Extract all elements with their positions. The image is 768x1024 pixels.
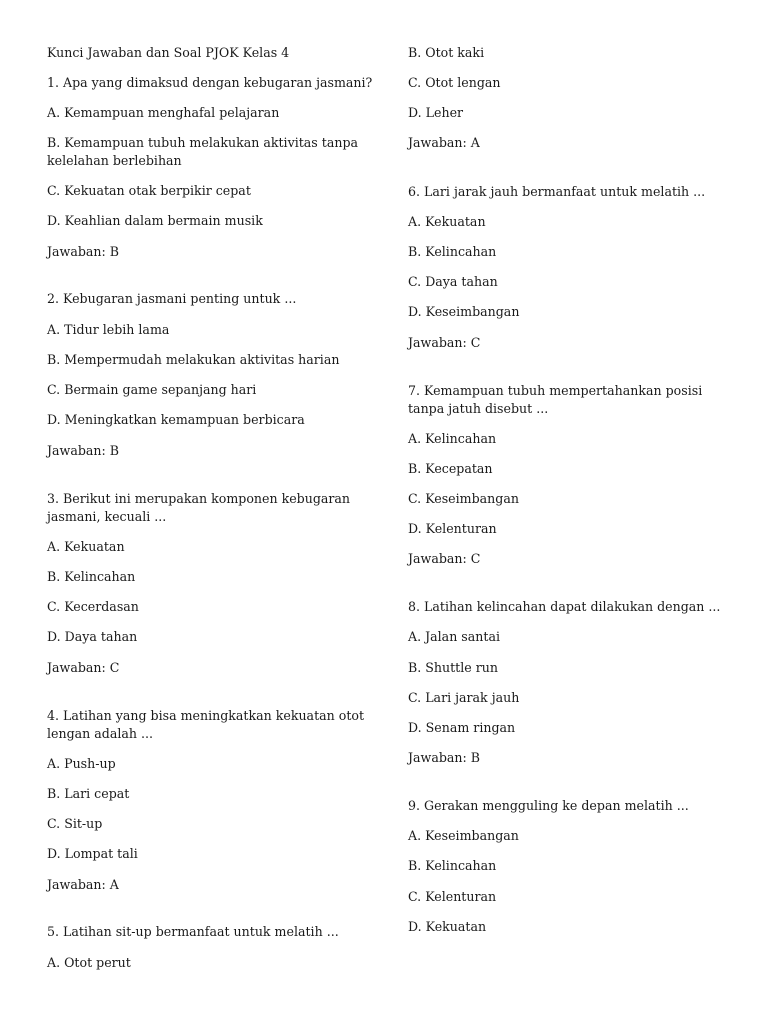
answer-option-b: B. Otot kaki [408, 45, 485, 60]
question-continuation: jasmani, kecuali ... [47, 509, 167, 524]
answer-option-d: D. Senam ringan [408, 720, 516, 735]
answer-option-c: C. Kekuatan otak berpikir cepat [47, 183, 251, 198]
question-2: 2. Kebugaran jasmani penting untuk ... [47, 291, 297, 306]
answer-option-d: D. Kelenturan [408, 521, 497, 536]
answer-option-c: C. Otot lengan [408, 75, 501, 90]
question-continuation: kelelahan berlebihan [47, 153, 182, 168]
answer-key: Jawaban: C [408, 551, 481, 566]
question-4: 4. Latihan yang bisa meningkatkan kekuatan otot [47, 708, 365, 723]
answer-option-b: B. Kemampuan tubuh melakukan aktivitas tanpa [47, 135, 359, 150]
answer-option-b: B. Kecepatan [408, 461, 493, 476]
answer-option-b: B. Kelincahan [408, 244, 497, 259]
answer-option-a: A. Keseimbangan [408, 828, 519, 843]
answer-option-d: D. Leher [408, 105, 464, 120]
answer-key: Jawaban: A [47, 877, 119, 892]
question-continuation: tanpa jatuh disebut ... [408, 401, 549, 416]
answer-option-d: D. Kekuatan [408, 919, 487, 934]
answer-option-d: D. Daya tahan [47, 629, 138, 644]
answer-key: Jawaban: B [47, 244, 120, 259]
answer-option-b: B. Shuttle run [408, 660, 498, 675]
answer-option-c: C. Lari jarak jauh [408, 690, 520, 705]
question-1: 1. Apa yang dimaksud dengan kebugaran jasmani? [47, 75, 373, 90]
answer-option-a: A. Jalan santai [408, 629, 500, 644]
answer-option-a: A. Otot perut [47, 955, 131, 970]
answer-option-b: B. Mempermudah melakukan aktivitas harian [47, 352, 340, 367]
document-title: Kunci Jawaban dan Soal PJOK Kelas 4 [47, 45, 290, 60]
answer-option-b: B. Kelincahan [47, 569, 136, 584]
question-8: 8. Latihan kelincahan dapat dilakukan dengan ... [408, 599, 721, 614]
answer-option-a: A. Kekuatan [408, 214, 486, 229]
answer-option-a: A. Tidur lebih lama [47, 322, 170, 337]
answer-option-a: A. Kelincahan [408, 431, 497, 446]
answer-key: Jawaban: A [408, 135, 480, 150]
answer-option-d: D. Meningkatkan kemampuan berbicara [47, 412, 305, 427]
answer-option-a: A. Kekuatan [47, 539, 125, 554]
question-7: 7. Kemampuan tubuh mempertahankan posisi [408, 383, 703, 398]
answer-option-c: C. Daya tahan [408, 274, 498, 289]
answer-key: Jawaban: B [408, 750, 481, 765]
question-continuation: lengan adalah ... [47, 726, 154, 741]
answer-option-d: D. Keseimbangan [408, 304, 520, 319]
answer-option-d: D. Keahlian dalam bermain musik [47, 213, 263, 228]
answer-option-b: B. Lari cepat [47, 786, 130, 801]
answer-option-c: C. Kelenturan [408, 889, 497, 904]
question-3: 3. Berikut ini merupakan komponen kebugaran [47, 491, 351, 506]
answer-key: Jawaban: C [47, 660, 120, 675]
answer-option-c: C. Bermain game sepanjang hari [47, 382, 257, 397]
question-9: 9. Gerakan mengguling ke depan melatih ... [408, 798, 689, 813]
answer-option-c: C. Kecerdasan [47, 599, 139, 614]
answer-option-c: C. Sit-up [47, 816, 103, 831]
answer-key: Jawaban: B [47, 443, 120, 458]
answer-option-d: D. Lompat tali [47, 846, 138, 861]
answer-option-c: C. Keseimbangan [408, 491, 519, 506]
answer-key: Jawaban: C [408, 335, 481, 350]
question-6: 6. Lari jarak jauh bermanfaat untuk melatih ... [408, 184, 706, 199]
answer-option-b: B. Kelincahan [408, 858, 497, 873]
answer-option-a: A. Kemampuan menghafal pelajaran [47, 105, 280, 120]
answer-option-a: A. Push-up [47, 756, 116, 771]
question-5: 5. Latihan sit-up bermanfaat untuk melatih ... [47, 924, 339, 939]
